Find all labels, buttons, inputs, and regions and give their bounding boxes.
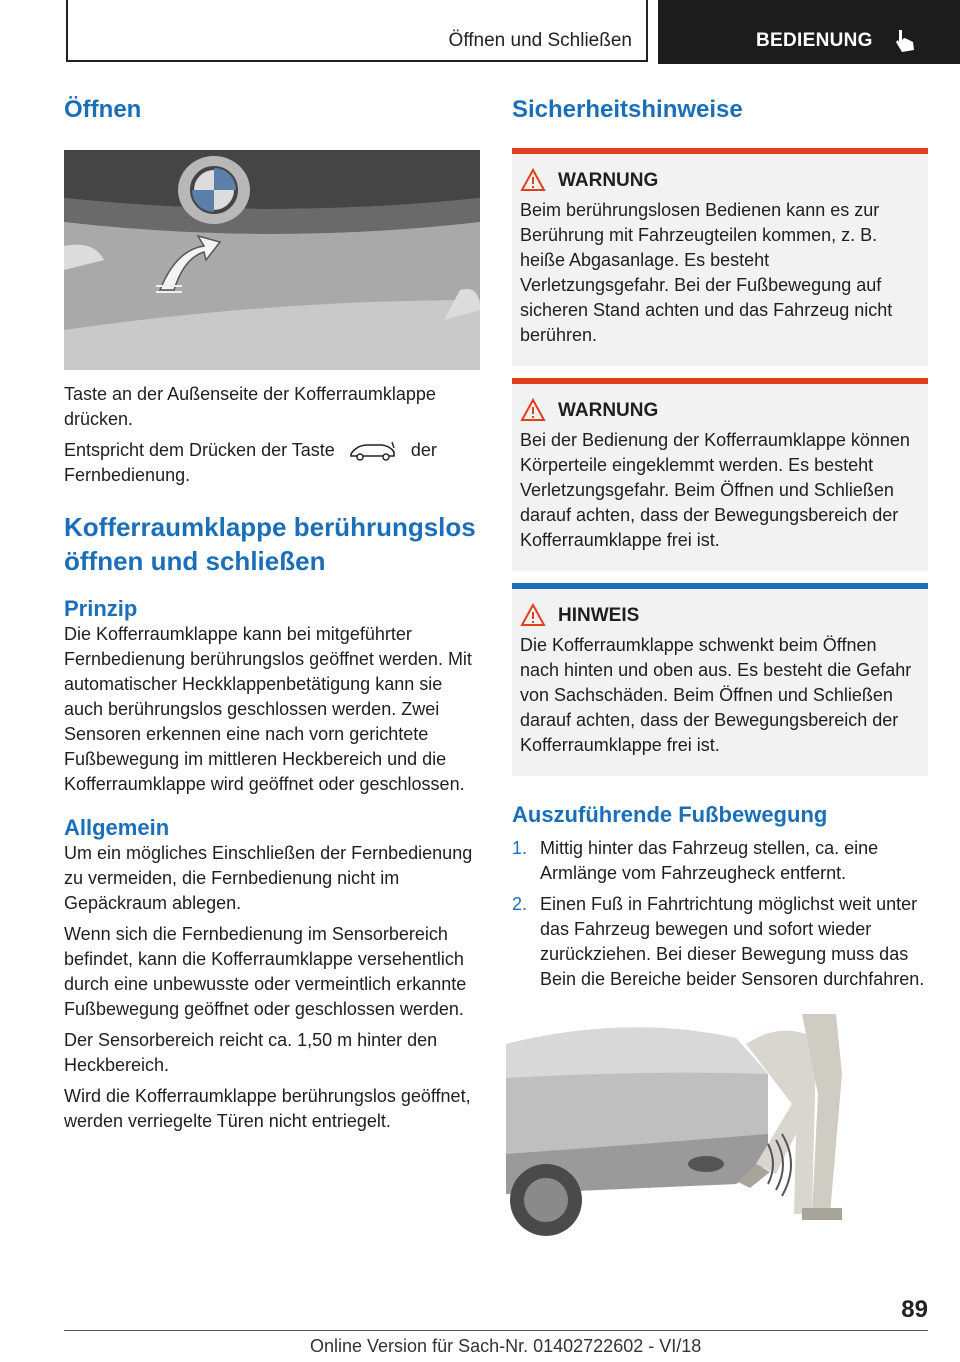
paragraph-general-1: Um ein mögliches Einschließen der Fernbedienung zu vermeiden, die Fernbedienung nicht im Gepäckraum ablegen. <box>64 843 473 913</box>
heading-principle: Prinzip <box>64 596 138 621</box>
header-section-title: Öffnen und Schließen <box>448 30 632 51</box>
foot-movement-illustration <box>506 1014 860 1236</box>
list-item: 1. Mittig hinter das Fahrzeug stellen, ca. eine Armlänge vom Fahrzeugheck entfernt. <box>512 838 879 883</box>
paragraph-remote-part2: der Fernbedienung. <box>64 440 437 485</box>
warning-triangle-icon <box>520 398 546 422</box>
warning-triangle-icon <box>520 168 546 192</box>
hand-pointer-icon <box>890 26 920 56</box>
warning-text: Beim berührungslosen Bedienen kann es zur Berührung mit Fahrzeugteilen kommen, z. B. heiße Abgasanlage. Es besteht Verletzungsgefahr. Bei der Fußbewegung auf sicheren Stand achten und das Fahrzeug nicht berühren. <box>520 200 893 345</box>
paragraph-general-2: Wenn sich die Fernbedienung im Sensorbereich befindet, kann die Kofferraumklappe versehentlich durch eine unbewusste oder vermeintlich erkannte Fußbewegung geöffnet oder geschlossen werden. <box>64 924 467 1019</box>
heading-safety: Sicherheitshinweise <box>512 96 743 123</box>
paragraph-remote-equivalent <box>64 438 480 488</box>
note-text: Die Kofferraumklappe schwenkt beim Öffnen nach hinten und oben aus. Es besteht die Gefahr von Sachschäden. Beim Öffnen und Schließen darauf achten, dass der Bewegungsbereich der Kofferraumklappe frei ist. <box>520 635 912 755</box>
paragraph-remote-part1: Entspricht dem Drücken der Taste <box>64 440 335 460</box>
heading-general: Allgemein <box>64 815 170 840</box>
note-title: HINWEIS <box>558 605 640 626</box>
car-trunk-icon <box>348 440 398 462</box>
note-box <box>512 583 928 776</box>
footer-rule <box>64 1330 928 1331</box>
paragraph-general-3: Der Sensorbereich reicht ca. 1,50 m hinter den Heckbereich. <box>64 1030 438 1075</box>
warning-text: Bei der Bedienung der Kofferraumklappe können Körperteile eingeklemmt werden. Es besteht Verletzungsgefahr. Beim Öffnen und Schließen darauf achten, dass der Bewegungsbereich der Kofferraumklappe frei ist. <box>520 430 910 550</box>
heading-open: Öffnen <box>64 96 142 123</box>
steps-list <box>512 836 928 992</box>
heading-foot-movement: Auszuführende Fußbewegung <box>512 802 828 827</box>
page-number: 89 <box>901 1296 928 1323</box>
left-column <box>64 96 480 1134</box>
warning-title: WARNUNG <box>558 170 659 191</box>
footer-text: Online Version für Sach-Nr. 01402722602 - VI/18 <box>310 1336 702 1356</box>
heading-touchless: Kofferraumklappe berührungslos öffnen und schließen <box>64 512 476 576</box>
trunk-button-illustration <box>64 150 480 370</box>
paragraph-press-button: Taste an der Außenseite der Kofferraumklappe drücken. <box>64 384 436 429</box>
header-chapter <box>658 0 960 64</box>
paragraph-principle: Die Kofferraumklappe kann bei mitgeführter Fernbedienung berührungslos geöffnet werden. Mit automatischer Heckklappenbetätigung kann sie auch berührungslos geschlossen werden. Zwei Sensoren erkennen eine nach vorn gerichtete Fußbewegung im mittleren Heckbereich und die Kofferraumklappe wird geöffnet oder geschlossen. <box>64 624 472 794</box>
warning-box-2 <box>512 378 928 571</box>
warning-title: WARNUNG <box>558 400 659 421</box>
paragraph-general-4: Wird die Kofferraumklappe berührungslos geöffnet, werden verriegelte Türen nicht entriegelt. <box>64 1086 471 1131</box>
list-item: 2. Einen Fuß in Fahrtrichtung möglichst weit unter das Fahrzeug bewegen und sofort wieder zurückziehen. Bei dieser Bewegung muss das Bein die Bereiche beider Sensoren durchfahren. <box>512 894 925 989</box>
warning-triangle-icon <box>520 603 546 627</box>
header-chapter-title: BEDIENUNG <box>756 30 873 51</box>
header-section <box>66 0 648 62</box>
warning-box-1 <box>512 148 928 366</box>
right-column <box>512 96 928 1236</box>
